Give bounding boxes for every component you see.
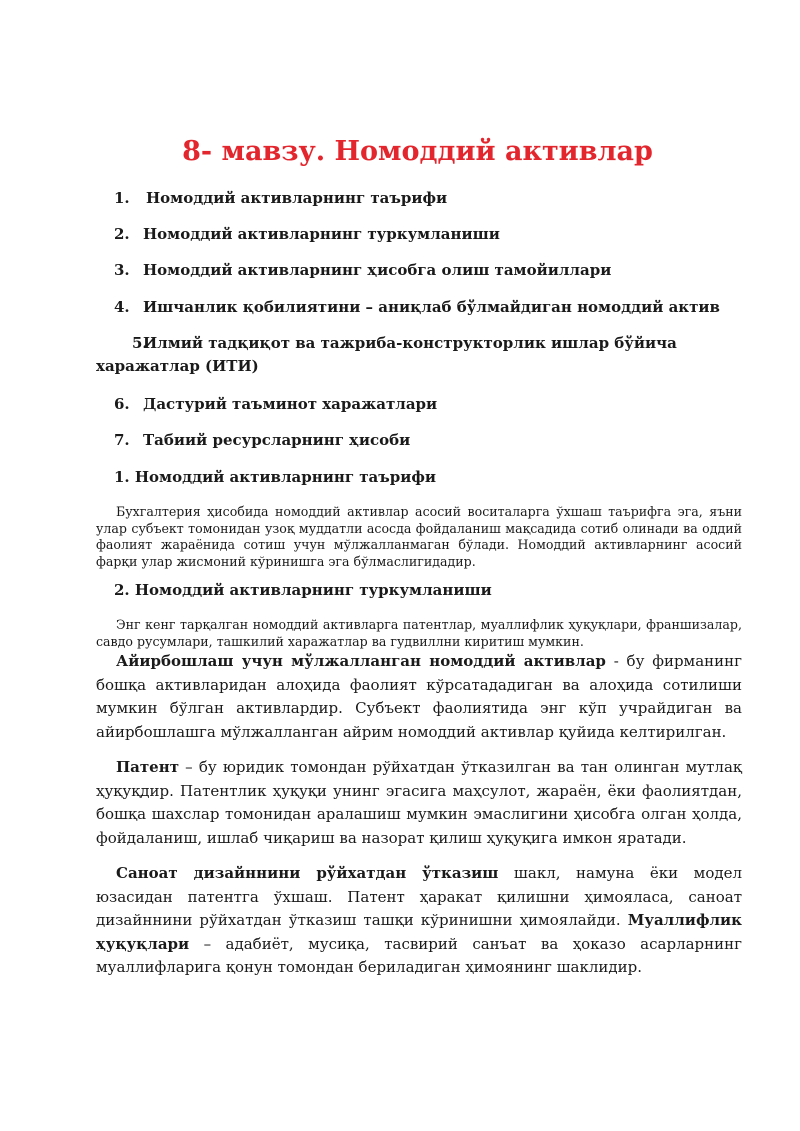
- toc-text: Дастурий таъминот харажатлари: [143, 395, 438, 413]
- paragraph-text: шакл, намуна ёки модел юзасидан патентга ўхшаш. Патент ҳаракат қилишни ҳимояласа, саноат дизайннини рўйхатдан ўтказиш ташқи кўринишни ҳимоялайди.: [96, 864, 742, 929]
- paragraph-patent: [96, 756, 742, 850]
- paragraph-exchange-assets: [96, 650, 742, 744]
- paragraph-text: - бу фирманинг бошқа активларидан алоҳида фаолият кўрсатададиган ва алоҳида сотилиши мумкин бўлган активлардир. Субъект фаолиятида энг кўп учрайдиган ва айирбошлашга мўлжалланган айрим номоддий активлар қуйида келтирилган.: [96, 652, 743, 741]
- term-industrial-design: Саноат дизайннини рўйхатдан ўтказиш: [116, 864, 499, 882]
- term-exchange-assets: Айирбошлаш учун мўлжалланган номоддий активлар: [116, 652, 606, 670]
- toc-number: 4.: [114, 298, 130, 316]
- page-title: 8- мавзу. Номоддий активлар: [182, 136, 653, 167]
- paragraph-industrial-design: [96, 862, 742, 980]
- toc-text: Номоддий активларнинг туркумланиши: [143, 225, 500, 243]
- term-patent: Патент: [116, 758, 179, 776]
- toc-text: Номоддий активларнинг таърифи: [146, 189, 448, 207]
- toc-item-2: [96, 223, 726, 246]
- term-copyright: Муаллифлик ҳуқуқлари: [96, 911, 742, 953]
- section-1-text: Бухгалтерия ҳисобида номоддий активлар асосий воситаларга ўхшаш таърифга эга, яъни улар субъект томонидан узоқ муддатли асосда фойдаланиш мақсадида сотиб олинади ва оддий фаолият жараёнида сотиш учун мўлжалланмаган бўлади. Номоддий активларнинг асосий фарқи улар жисмоний кўринишга эга бўлмаслигидадир.: [96, 504, 742, 569]
- paragraph-text: – бу юридик томондан рўйхатдан ўтказилган ва тан олинган мутлақ ҳуқуқдир. Патентлик ҳуқуқи унинг эгасига маҳсулот, жараён, ёки фаолиятдан, бошқа шахслар томонидан аралашиш мумкин эмаслигини ҳисобга олган ҳолда, фойдаланиш, ишлаб чиқариш ва назорат қилиш ҳуқуқига имкон яратади.: [96, 758, 742, 847]
- paragraph-text: – адабиёт, мусиқа, тасвирий санъат ва ҳоказо асарларнинг муаллифларига қонун томондан бериладиган ҳимоянинг шаклидир.: [96, 934, 742, 976]
- toc-number: 3.: [114, 261, 130, 279]
- section-heading-2: 2. Номоддий активларнинг туркумланиши: [114, 581, 492, 599]
- toc-item-5: [96, 332, 736, 378]
- toc-item-1: [96, 187, 726, 210]
- toc-text: Номоддий активларнинг ҳисобга олиш тамойиллари: [143, 261, 612, 279]
- toc-item-6: [96, 393, 726, 416]
- toc-number: 6.: [114, 395, 130, 413]
- toc-item-4: [96, 296, 726, 319]
- section-heading-1: 1. Номоддий активларнинг таърифи: [114, 468, 437, 486]
- section-2-text: Энг кенг тарқалган номоддий активларга патентлар, муаллифлик ҳуқуқлари, франшизалар, савдо русумлари, ташкилий харажатлар ва гудвиллни киритиш мумкин.: [96, 617, 742, 649]
- toc-item-7: [96, 429, 726, 452]
- toc-number: 7.: [114, 431, 130, 449]
- toc-number: 1.: [114, 189, 130, 207]
- toc-number: 2.: [114, 225, 130, 243]
- toc-text: Табиий ресурсларнинг ҳисоби: [143, 431, 411, 449]
- toc-item-3: [96, 259, 726, 282]
- toc-number: 5.: [132, 334, 148, 352]
- toc-text: Ишчанлик қобилиятини – аниқлаб бўлмайдиган номоддий актив: [143, 298, 720, 316]
- toc-text: Илмий тадқиқот ва тажриба-конструкторлик ишлар бўйича харажатлар (ИТИ): [96, 334, 677, 375]
